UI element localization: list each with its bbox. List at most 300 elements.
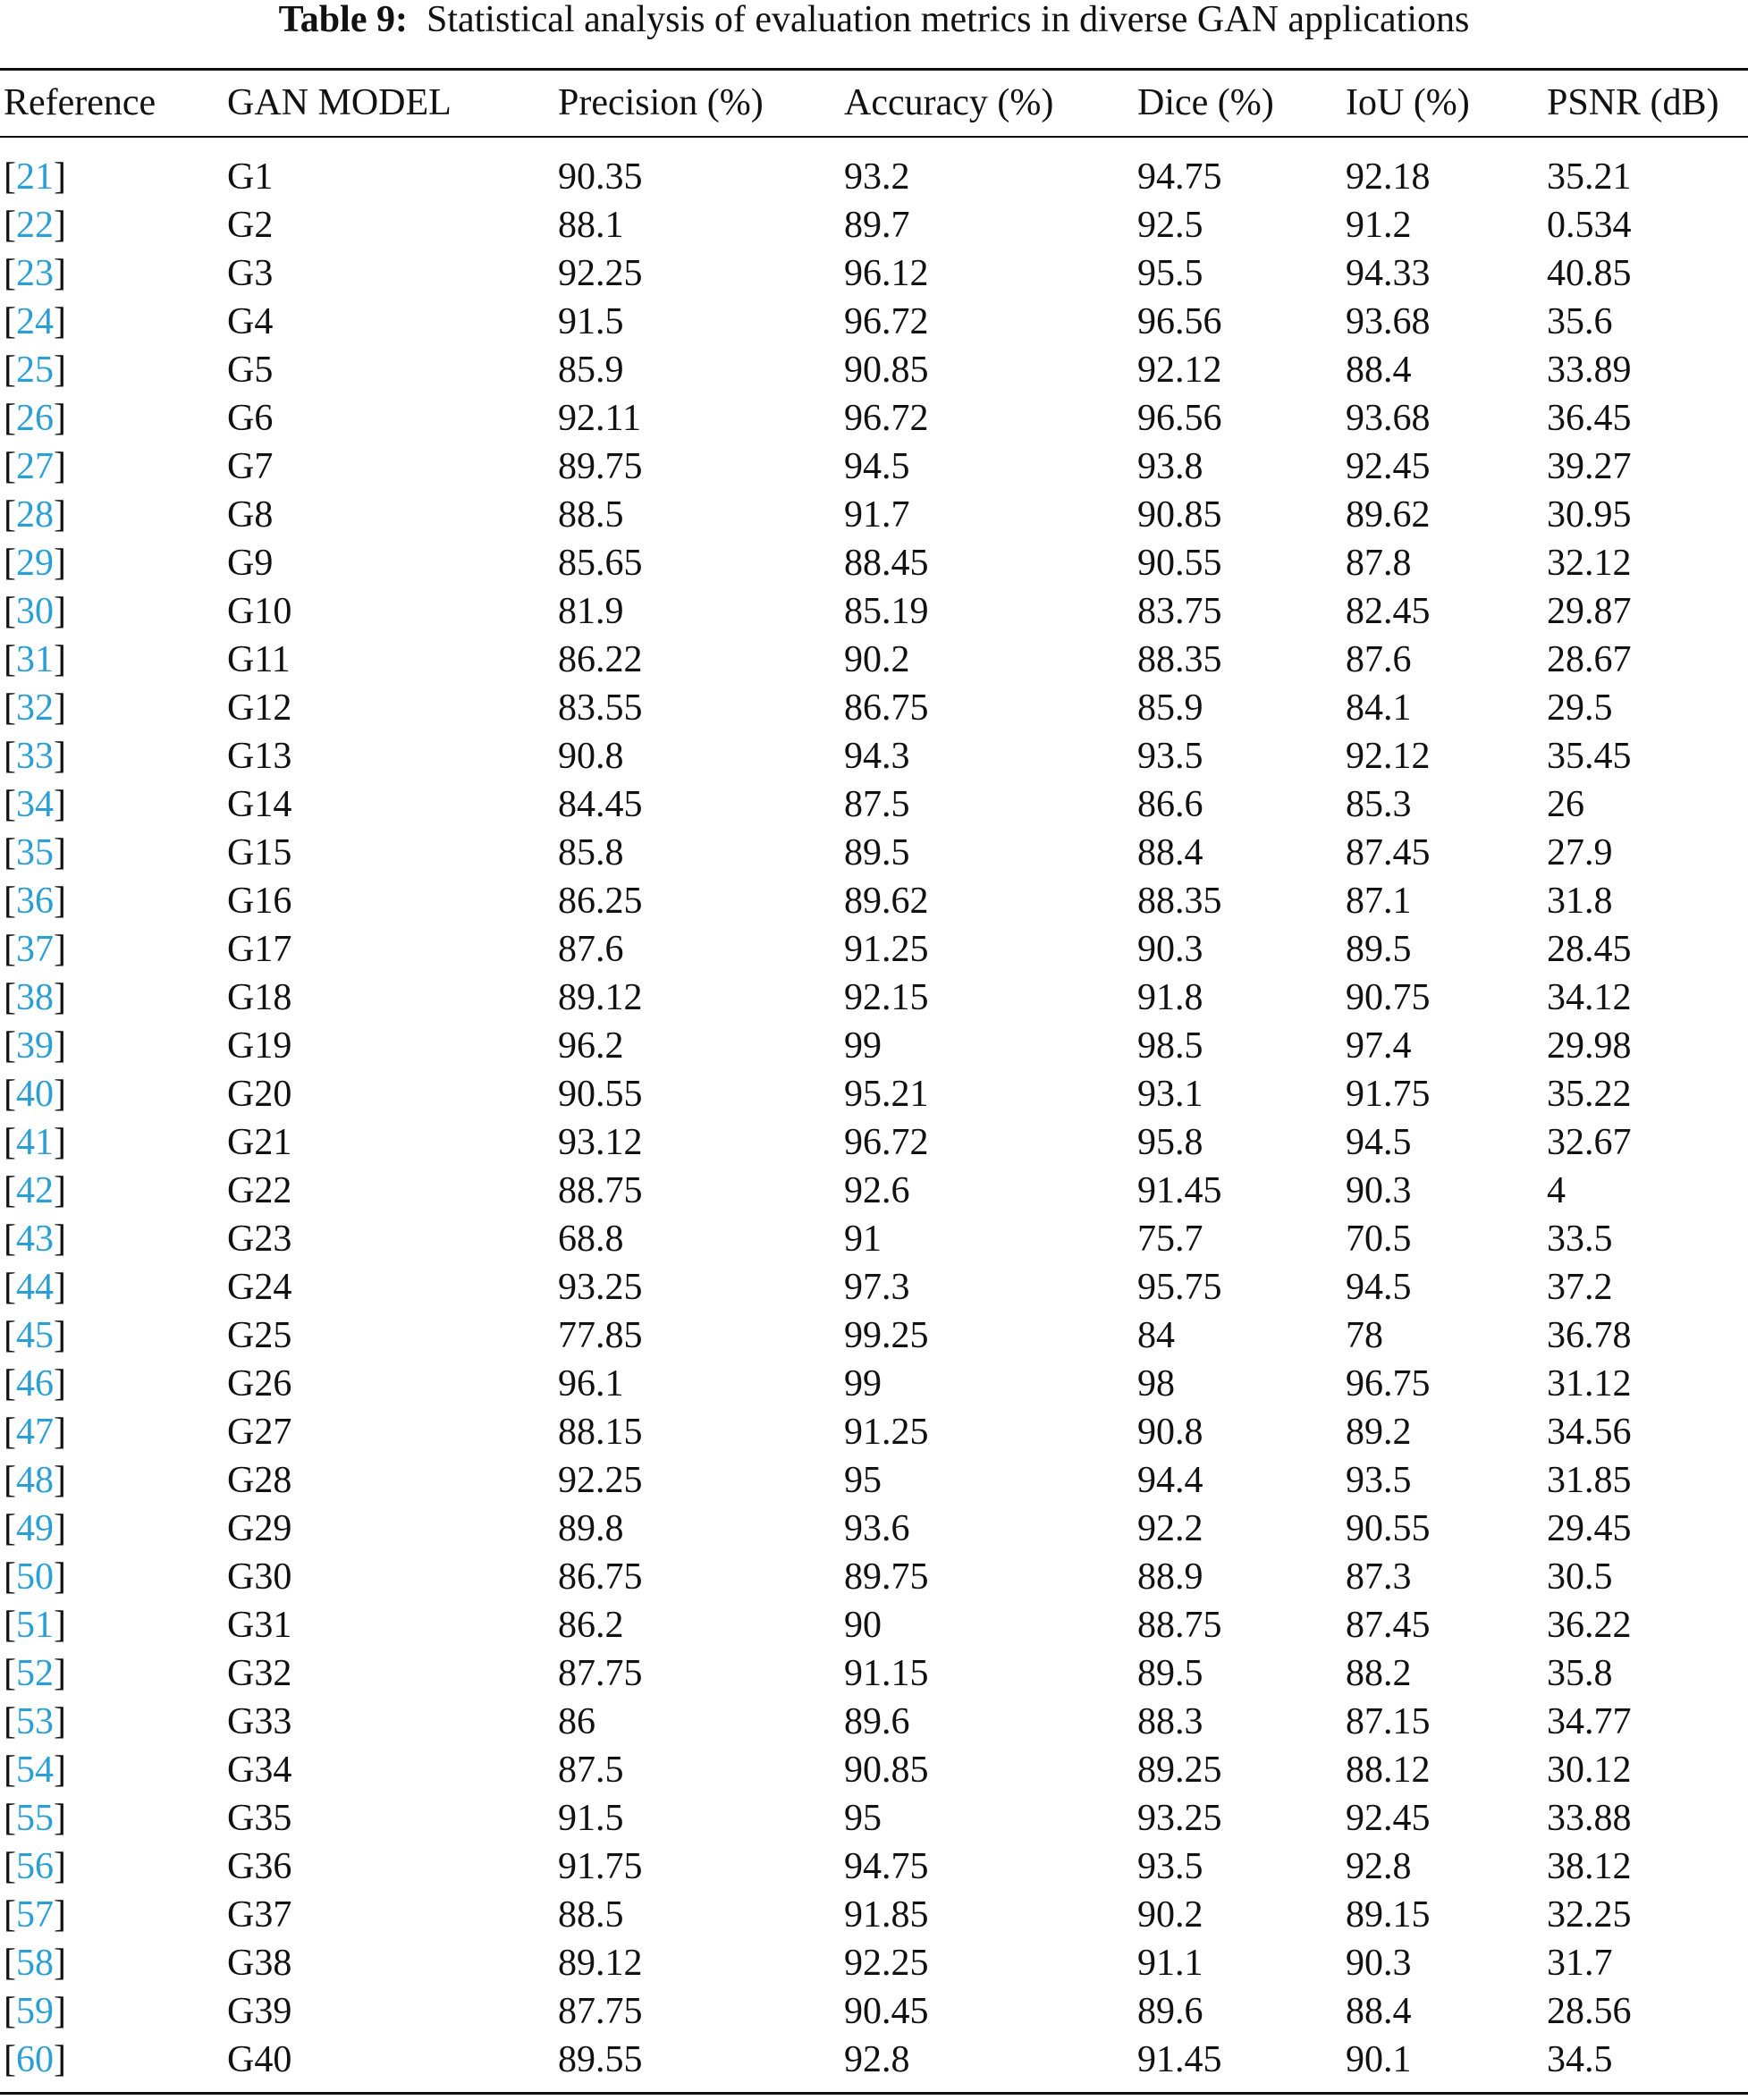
cell-precision: 85.65: [558, 543, 643, 584]
cell-accuracy: 88.45: [844, 543, 929, 584]
cell-iou: 90.55: [1346, 1508, 1431, 1549]
reference-link[interactable]: 51: [16, 1605, 54, 1646]
table-row: [0, 1939, 1748, 1987]
reference-link[interactable]: 56: [16, 1846, 54, 1887]
reference-link[interactable]: 38: [16, 977, 54, 1018]
cell-precision: 92.25: [558, 1460, 643, 1501]
reference-link[interactable]: 60: [16, 2039, 54, 2080]
cell-precision: 89.8: [558, 1508, 624, 1549]
table-row: [0, 587, 1748, 636]
cell-precision: 77.85: [558, 1315, 643, 1356]
reference-link[interactable]: 42: [16, 1170, 54, 1211]
reference-link[interactable]: 37: [16, 929, 54, 970]
cell-psnr: 29.87: [1547, 591, 1632, 632]
reference-link[interactable]: 40: [16, 1074, 54, 1115]
reference-link[interactable]: 30: [16, 591, 54, 632]
cell-dice: 89.25: [1137, 1750, 1222, 1791]
cell-accuracy: 91.25: [844, 1412, 929, 1453]
cell-accuracy: 96.12: [844, 253, 929, 294]
cell-dice: 96.56: [1137, 301, 1222, 342]
cell-reference: [46]: [4, 1363, 66, 1404]
cell-dice: 92.12: [1137, 350, 1222, 391]
table-row: [0, 1698, 1748, 1746]
reference-link[interactable]: 25: [16, 350, 54, 391]
cell-reference: [26]: [4, 398, 66, 439]
reference-link[interactable]: 46: [16, 1363, 54, 1404]
cell-iou: 94.5: [1346, 1267, 1412, 1308]
cell-gan-model: G14: [227, 784, 292, 825]
cell-psnr: 29.45: [1547, 1508, 1632, 1549]
cell-iou: 93.68: [1346, 301, 1431, 342]
cell-gan-model: G2: [227, 205, 274, 246]
cell-iou: 94.5: [1346, 1122, 1412, 1163]
cell-psnr: 33.88: [1547, 1798, 1632, 1839]
reference-link[interactable]: 26: [16, 398, 54, 439]
cell-gan-model: G28: [227, 1460, 292, 1501]
cell-accuracy: 94.75: [844, 1846, 929, 1887]
table-row: [0, 1070, 1748, 1118]
cell-gan-model: G36: [227, 1846, 292, 1887]
cell-gan-model: G4: [227, 301, 274, 342]
cell-psnr: 31.7: [1547, 1943, 1613, 1984]
reference-link[interactable]: 58: [16, 1943, 54, 1984]
cell-psnr: 29.98: [1547, 1025, 1632, 1067]
cell-accuracy: 92.25: [844, 1943, 929, 1984]
cell-dice: 90.85: [1137, 494, 1222, 536]
reference-link[interactable]: 24: [16, 301, 54, 342]
cell-accuracy: 91: [844, 1219, 882, 1260]
cell-accuracy: 93.2: [844, 156, 910, 198]
cell-accuracy: 94.3: [844, 736, 910, 777]
cell-precision: 93.25: [558, 1267, 643, 1308]
cell-reference: [31]: [4, 639, 66, 680]
table-row: [0, 636, 1748, 684]
cell-gan-model: G19: [227, 1025, 292, 1067]
cell-gan-model: G24: [227, 1267, 292, 1308]
cell-reference: [43]: [4, 1219, 66, 1260]
cell-reference: [40]: [4, 1074, 66, 1115]
cell-dice: 98.5: [1137, 1025, 1203, 1067]
cell-iou: 89.2: [1346, 1412, 1412, 1453]
cell-accuracy: 87.5: [844, 784, 910, 825]
cell-dice: 88.35: [1137, 881, 1222, 922]
cell-accuracy: 95: [844, 1798, 882, 1839]
cell-psnr: 31.12: [1547, 1363, 1632, 1404]
cell-precision: 89.55: [558, 2039, 643, 2080]
cell-psnr: 34.56: [1547, 1412, 1632, 1453]
cell-gan-model: G18: [227, 977, 292, 1018]
cell-reference: [57]: [4, 1894, 66, 1936]
table-row: [0, 1118, 1748, 1167]
cell-iou: 92.45: [1346, 1798, 1431, 1839]
cell-psnr: 40.85: [1547, 253, 1632, 294]
reference-link[interactable]: 48: [16, 1460, 54, 1501]
cell-precision: 88.75: [558, 1170, 643, 1211]
cell-precision: 81.9: [558, 591, 624, 632]
cell-gan-model: G26: [227, 1363, 292, 1404]
cell-accuracy: 90.45: [844, 1991, 929, 2032]
cell-psnr: 35.45: [1547, 736, 1632, 777]
cell-psnr: 28.67: [1547, 639, 1632, 680]
reference-link[interactable]: 43: [16, 1219, 54, 1260]
cell-gan-model: G10: [227, 591, 292, 632]
cell-iou: 97.4: [1346, 1025, 1412, 1067]
cell-iou: 92.12: [1346, 736, 1431, 777]
cell-reference: [39]: [4, 1025, 66, 1067]
cell-dice: 95.5: [1137, 253, 1203, 294]
table-row: [0, 298, 1748, 346]
cell-psnr: 29.5: [1547, 687, 1613, 729]
cell-precision: 96.1: [558, 1363, 624, 1404]
cell-psnr: 36.45: [1547, 398, 1632, 439]
table-row: [0, 1263, 1748, 1311]
table-row: [0, 1505, 1748, 1553]
table-row: [0, 1794, 1748, 1843]
reference-link[interactable]: 55: [16, 1798, 54, 1839]
cell-iou: 89.5: [1346, 929, 1412, 970]
reference-link[interactable]: 41: [16, 1122, 54, 1163]
cell-accuracy: 99.25: [844, 1315, 929, 1356]
cell-psnr: 32.67: [1547, 1122, 1632, 1163]
reference-link[interactable]: 45: [16, 1315, 54, 1356]
cell-gan-model: G15: [227, 832, 292, 873]
cell-reference: [59]: [4, 1991, 66, 2032]
reference-link[interactable]: 52: [16, 1653, 54, 1694]
cell-reference: [35]: [4, 832, 66, 873]
reference-link[interactable]: 49: [16, 1508, 54, 1549]
cell-psnr: 27.9: [1547, 832, 1613, 873]
cell-reference: [51]: [4, 1605, 66, 1646]
cell-accuracy: 92.15: [844, 977, 929, 1018]
cell-iou: 92.45: [1346, 446, 1431, 487]
cell-reference: [25]: [4, 350, 66, 391]
cell-psnr: 30.95: [1547, 494, 1632, 536]
cell-psnr: 32.12: [1547, 543, 1632, 584]
cell-dice: 83.75: [1137, 591, 1222, 632]
table-header: [0, 71, 1748, 136]
cell-reference: [33]: [4, 736, 66, 777]
cell-dice: 85.9: [1137, 687, 1203, 729]
cell-precision: 89.12: [558, 977, 643, 1018]
cell-accuracy: 90.85: [844, 1750, 929, 1791]
cell-psnr: 30.12: [1547, 1750, 1632, 1791]
cell-accuracy: 92.8: [844, 2039, 910, 2080]
cell-reference: [41]: [4, 1122, 66, 1163]
cell-reference: [37]: [4, 929, 66, 970]
cell-reference: [24]: [4, 301, 66, 342]
cell-iou: 92.8: [1346, 1846, 1412, 1887]
cell-accuracy: 89.5: [844, 832, 910, 873]
cell-accuracy: 91.15: [844, 1653, 929, 1694]
cell-dice: 94.4: [1137, 1460, 1203, 1501]
cell-reference: [23]: [4, 253, 66, 294]
cell-accuracy: 97.3: [844, 1267, 910, 1308]
table-caption: [0, 0, 1748, 43]
reference-link[interactable]: 27: [16, 446, 54, 487]
cell-gan-model: G3: [227, 253, 274, 294]
table-row: [0, 153, 1748, 201]
cell-reference: [34]: [4, 784, 66, 825]
caption-text: Statistical analysis of evaluation metrics in diverse GAN applications: [426, 0, 1470, 40]
table-row: [0, 2036, 1748, 2084]
reference-link[interactable]: 39: [16, 1025, 54, 1067]
cell-psnr: 32.25: [1547, 1894, 1632, 1936]
cell-gan-model: G31: [227, 1605, 292, 1646]
cell-iou: 91.75: [1346, 1074, 1431, 1115]
cell-iou: 93.5: [1346, 1460, 1412, 1501]
reference-link[interactable]: 34: [16, 784, 54, 825]
cell-precision: 91.5: [558, 301, 624, 342]
reference-link[interactable]: 33: [16, 736, 54, 777]
cell-precision: 87.5: [558, 1750, 624, 1791]
cell-precision: 90.8: [558, 736, 624, 777]
cell-psnr: 33.89: [1547, 350, 1632, 391]
cell-precision: 90.35: [558, 156, 643, 198]
reference-link[interactable]: 35: [16, 832, 54, 873]
cell-accuracy: 89.6: [844, 1701, 910, 1742]
cell-precision: 68.8: [558, 1219, 624, 1260]
cell-dice: 91.45: [1137, 1170, 1222, 1211]
cell-psnr: 0.534: [1547, 205, 1632, 246]
table-row: [0, 732, 1748, 780]
reference-link[interactable]: 23: [16, 253, 54, 294]
cell-accuracy: 89.62: [844, 881, 929, 922]
cell-gan-model: G38: [227, 1943, 292, 1984]
cell-gan-model: G22: [227, 1170, 292, 1211]
table-row: [0, 201, 1748, 249]
cell-iou: 89.62: [1346, 494, 1431, 536]
cell-psnr: 28.56: [1547, 1991, 1632, 2032]
cell-iou: 87.15: [1346, 1701, 1431, 1742]
cell-iou: 88.4: [1346, 1991, 1412, 2032]
cell-precision: 84.45: [558, 784, 643, 825]
cell-precision: 87.75: [558, 1653, 643, 1694]
cell-iou: 87.45: [1346, 1605, 1431, 1646]
cell-dice: 90.8: [1137, 1412, 1203, 1453]
table-row: [0, 877, 1748, 925]
cell-dice: 88.75: [1137, 1605, 1222, 1646]
cell-reference: [38]: [4, 977, 66, 1018]
cell-reference: [53]: [4, 1701, 66, 1742]
cell-iou: 89.15: [1346, 1894, 1431, 1936]
cell-dice: 91.1: [1137, 1943, 1203, 1984]
cell-gan-model: G20: [227, 1074, 292, 1115]
cell-accuracy: 93.6: [844, 1508, 910, 1549]
reference-link[interactable]: 28: [16, 494, 54, 536]
reference-link[interactable]: 54: [16, 1750, 54, 1791]
cell-dice: 75.7: [1137, 1219, 1203, 1260]
cell-gan-model: G25: [227, 1315, 292, 1356]
cell-dice: 89.5: [1137, 1653, 1203, 1694]
cell-iou: 90.75: [1346, 977, 1431, 1018]
cell-precision: 85.9: [558, 350, 624, 391]
cell-gan-model: G33: [227, 1701, 292, 1742]
cell-dice: 96.56: [1137, 398, 1222, 439]
reference-link[interactable]: 36: [16, 881, 54, 922]
cell-dice: 94.75: [1137, 156, 1222, 198]
cell-accuracy: 96.72: [844, 301, 929, 342]
cell-iou: 84.1: [1346, 687, 1412, 729]
table-row: [0, 491, 1748, 539]
cell-dice: 90.3: [1137, 929, 1203, 970]
cell-reference: [42]: [4, 1170, 66, 1211]
cell-precision: 92.25: [558, 253, 643, 294]
cell-accuracy: 99: [844, 1363, 882, 1404]
cell-psnr: 28.45: [1547, 929, 1632, 970]
table-row: [0, 1311, 1748, 1360]
cell-dice: 93.25: [1137, 1798, 1222, 1839]
reference-link[interactable]: 21: [16, 156, 54, 198]
table-row: [0, 394, 1748, 443]
table-row: [0, 443, 1748, 491]
table-row: [0, 1649, 1748, 1698]
cell-precision: 87.75: [558, 1991, 643, 2032]
cell-psnr: 34.77: [1547, 1701, 1632, 1742]
cell-accuracy: 95: [844, 1460, 882, 1501]
cell-reference: [52]: [4, 1653, 66, 1694]
cell-precision: 86.2: [558, 1605, 624, 1646]
cell-gan-model: G35: [227, 1798, 292, 1839]
cell-dice: 91.8: [1137, 977, 1203, 1018]
cell-dice: 91.45: [1137, 2039, 1222, 2080]
cell-accuracy: 92.6: [844, 1170, 910, 1211]
table-row: [0, 829, 1748, 877]
cell-reference: [47]: [4, 1412, 66, 1453]
cell-dice: 98: [1137, 1363, 1175, 1404]
reference-link[interactable]: 59: [16, 1991, 54, 2032]
cell-gan-model: G12: [227, 687, 292, 729]
table-row: [0, 1167, 1748, 1215]
table-row: [0, 1601, 1748, 1649]
cell-iou: 87.3: [1346, 1556, 1412, 1598]
cell-psnr: 39.27: [1547, 446, 1632, 487]
cell-iou: 88.12: [1346, 1750, 1431, 1791]
header-row: [0, 71, 1748, 136]
cell-precision: 88.5: [558, 494, 624, 536]
cell-precision: 89.12: [558, 1943, 643, 1984]
cell-gan-model: G11: [227, 639, 291, 680]
reference-link[interactable]: 32: [16, 687, 54, 729]
cell-precision: 92.11: [558, 398, 641, 439]
cell-reference: [44]: [4, 1267, 66, 1308]
table-row: [0, 1746, 1748, 1794]
cell-gan-model: G16: [227, 881, 292, 922]
cell-accuracy: 85.19: [844, 591, 929, 632]
cell-precision: 83.55: [558, 687, 643, 729]
header-dice: Dice (%): [1137, 82, 1274, 123]
cell-dice: 84: [1137, 1315, 1175, 1356]
reference-link[interactable]: 47: [16, 1412, 54, 1453]
cell-gan-model: G32: [227, 1653, 292, 1694]
cell-dice: 88.3: [1137, 1701, 1203, 1742]
header-accuracy: Accuracy (%): [844, 82, 1054, 123]
cell-accuracy: 89.75: [844, 1556, 929, 1598]
table-row: [0, 1360, 1748, 1408]
table-row: [0, 249, 1748, 298]
cell-iou: 87.1: [1346, 881, 1412, 922]
cell-iou: 90.1: [1346, 2039, 1412, 2080]
table-row: [0, 1456, 1748, 1505]
header-iou: IoU (%): [1346, 82, 1470, 123]
cell-accuracy: 86.75: [844, 687, 929, 729]
cell-precision: 88.5: [558, 1894, 624, 1936]
cell-dice: 93.8: [1137, 446, 1203, 487]
reference-link[interactable]: 44: [16, 1267, 54, 1308]
cell-accuracy: 91.25: [844, 929, 929, 970]
cell-gan-model: G5: [227, 350, 274, 391]
cell-accuracy: 91.7: [844, 494, 910, 536]
cell-precision: 86.75: [558, 1556, 643, 1598]
cell-gan-model: G17: [227, 929, 292, 970]
cell-accuracy: 95.21: [844, 1074, 929, 1115]
table-row: [0, 1553, 1748, 1601]
cell-reference: [60]: [4, 2039, 66, 2080]
reference-link[interactable]: 50: [16, 1556, 54, 1598]
table-row: [0, 346, 1748, 394]
cell-iou: 78: [1346, 1315, 1383, 1356]
cell-psnr: 31.85: [1547, 1460, 1632, 1501]
cell-iou: 92.18: [1346, 156, 1431, 198]
cell-dice: 93.1: [1137, 1074, 1203, 1115]
reference-link[interactable]: 29: [16, 543, 54, 584]
reference-link[interactable]: 53: [16, 1701, 54, 1742]
cell-gan-model: G27: [227, 1412, 292, 1453]
cell-reference: [49]: [4, 1508, 66, 1549]
table-bottom-rule: [0, 2092, 1748, 2095]
cell-dice: 89.6: [1137, 1991, 1203, 2032]
table-row: [0, 1891, 1748, 1939]
caption-label: Table 9:: [278, 0, 408, 40]
cell-iou: 87.8: [1346, 543, 1412, 584]
cell-gan-model: G23: [227, 1219, 292, 1260]
reference-link[interactable]: 57: [16, 1894, 54, 1936]
cell-iou: 87.6: [1346, 639, 1412, 680]
table-row: [0, 974, 1748, 1022]
cell-iou: 87.45: [1346, 832, 1431, 873]
table-row: [0, 925, 1748, 974]
cell-precision: 86: [558, 1701, 595, 1742]
cell-accuracy: 96.72: [844, 1122, 929, 1163]
cell-gan-model: G21: [227, 1122, 292, 1163]
cell-gan-model: G29: [227, 1508, 292, 1549]
cell-reference: [54]: [4, 1750, 66, 1791]
cell-reference: [21]: [4, 156, 66, 198]
cell-precision: 90.55: [558, 1074, 643, 1115]
cell-dice: 90.55: [1137, 543, 1222, 584]
reference-link[interactable]: 22: [16, 205, 54, 246]
cell-reference: [28]: [4, 494, 66, 536]
reference-link[interactable]: 31: [16, 639, 54, 680]
cell-precision: 93.12: [558, 1122, 643, 1163]
cell-reference: [36]: [4, 881, 66, 922]
cell-iou: 91.2: [1346, 205, 1412, 246]
cell-reference: [56]: [4, 1846, 66, 1887]
table-row: [0, 684, 1748, 732]
cell-precision: 88.15: [558, 1412, 643, 1453]
cell-dice: 88.9: [1137, 1556, 1203, 1598]
cell-accuracy: 94.5: [844, 446, 910, 487]
cell-dice: 93.5: [1137, 736, 1203, 777]
cell-precision: 87.6: [558, 929, 624, 970]
cell-dice: 93.5: [1137, 1846, 1203, 1887]
cell-psnr: 35.21: [1547, 156, 1632, 198]
cell-precision: 85.8: [558, 832, 624, 873]
cell-psnr: 35.8: [1547, 1653, 1613, 1694]
cell-gan-model: G34: [227, 1750, 292, 1791]
cell-psnr: 38.12: [1547, 1846, 1632, 1887]
cell-psnr: 30.5: [1547, 1556, 1613, 1598]
cell-dice: 86.6: [1137, 784, 1203, 825]
